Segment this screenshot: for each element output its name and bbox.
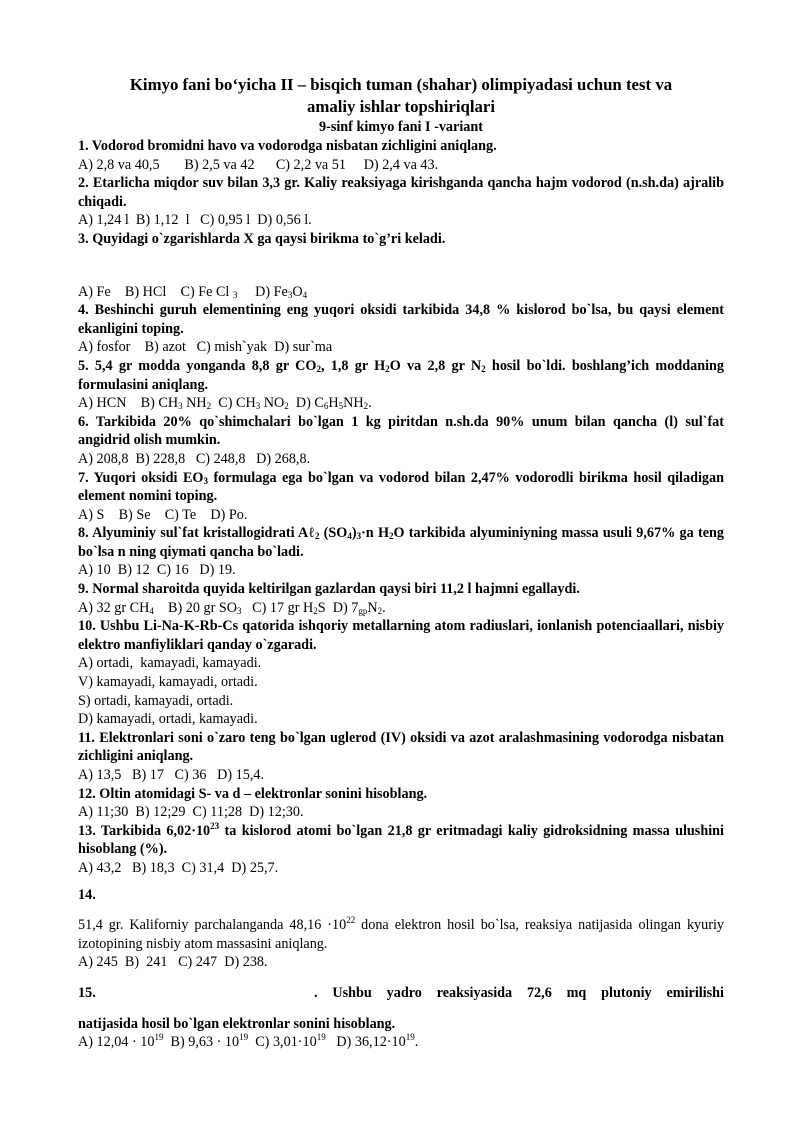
answers-7: A) S B) Se C) Te D) Po. <box>78 506 248 523</box>
question-4: 4. Beshinchi guruh elementining eng yuqori oksidi tarkibida 34,8 % kislorod bo`lsa, bu qaysi element ekanligini toping. <box>78 302 724 337</box>
answers-2: A) 1,24 l B) 1,12 l C) 0,95 l D) 0,56 l. <box>78 212 312 229</box>
document-title: Kimyo fani bo‘yicha II – bisqich tuman (shahar) olimpiyadasi uchun test va <box>129 75 673 94</box>
answers-15: A) $12,04 \cdot 10^{19}$ B) $9,63 \cdot 10^{19}$ C) $3,01\cdot 10^{19}$ D) $36,12\cdot 10^{19}$. <box>78 1032 419 1051</box>
question-8: 8. Alyuminiy sul`fat kristallogidrati Aℓ$_2$ $(SO_4)_3\cdot n$ $H_2O$ tarkibida alyuminiyning massa usuli 9,67% ga teng bo`lsa n ning qiymati qancha bo`ladi. <box>78 525 724 560</box>
question-15: 15. . Ushbu yadro reaksiyasida 72,6 mq plutoniy emirilishi <box>78 984 724 1001</box>
question-15-continuation: natijasida hosil bo`lgan elektronlar sonini hisoblang. <box>78 1015 396 1032</box>
answers-4: A) fosfor B) azot C) mish`yak D) sur`ma <box>78 339 333 356</box>
question-9: 9. Normal sharoitda quyida keltirilgan gazlardan qaysi biri 11,2 l hajmni egallaydi. <box>78 581 580 598</box>
question-11: 11. Elektronlari soni o`zaro teng bo`lgan uglerod (IV) oksidi va azot aralashmasining vodorodga nisbatan zichligini aniqlang. <box>78 729 724 765</box>
question-14-number: 14. <box>78 886 96 903</box>
answers-13: A) 43,2 B) 18,3 C) 31,4 D) 25,7. <box>78 859 279 876</box>
question-3: 3. Quyidagi o`zgarishlarda X ga qaysi birikma to`g’ri keladi. <box>78 230 446 247</box>
question-1: 1. Vodorod bromidni havo va vodorodga nisbatan zichligini aniqlang. <box>78 138 497 154</box>
question-5: 5. 5,4 gr modda yonganda 8,8 gr $CO_2$, 1,8 gr $H_2O$ va 2,8 gr $N_2$ hosil bo`ldi. boshlang’ich moddaning formulasini aniqlang. <box>78 357 725 393</box>
question-13: 13. Tarkibida $6,02\cdot 10^{23}$ ta kislorod atomi bo`lgan 21,8 gr eritmadagi kaliy gidroksidning massa ulushini hisoblang (%). <box>78 820 724 858</box>
answers-6: A) 208,8 B) 228,8 C) 248,8 D) 268,8. <box>78 450 311 467</box>
document-title-line2: amaliy ishlar topshiriqlari <box>306 97 496 116</box>
answers-12: A) 11;30 B) 12;29 C) 11;28 D) 12;30. <box>78 804 304 821</box>
question-12: 12. Oltin atomidagi S- va d – elektronlar sonini hisoblang. <box>78 785 428 802</box>
question-6: 6. Tarkibida 20% qo`shimchalari bo`lgan 1 kg piritdan n.sh.da 90% unum bilan qancha (l) sul`fat angidrid olish mumkin. <box>78 413 724 449</box>
question-7: 7. Yuqori oksidi $EO_3$ formulaga ega bo`lgan va vodorod bilan 2,47% vodorodli birikma hosil qiladigan element nomini toping. <box>78 469 724 505</box>
answers-14: A) 245 B) 241 C) 247 D) 238. <box>78 954 268 971</box>
answers-9: A) 32 gr $CH_4$ B) 20 gr $SO_3$ C) 17 gr $H_2S$ D) $7_{gp}N_2$. <box>78 599 386 616</box>
question-2: 2. Etarlicha miqdor suv bilan 3,3 gr. Kaliy reaksiyaga kirishganda qancha hajm vodorod (n.sh.da) ajralib chiqadi. <box>78 175 724 210</box>
answers-1: A) 2,8 va 40,5 B) 2,5 va 42 C) 2,2 va 51 D) 2,4 va 43. <box>78 156 439 173</box>
answer-10-d: D) kamayadi, ortadi, kamayadi. <box>78 711 258 728</box>
question-14: 51,4 gr. Kaliforniy parchalanganda $48,16 \cdot 10^{22}$ dona elektron hosil bo`lsa, reaksiya natijasida olingan kyuriy izotopining nisbiy atom massasini aniqlang. <box>78 915 725 952</box>
reaction-scheme-placeholder <box>78 249 724 283</box>
answers-3: A) Fe B) HCl C) Fe Cl $_3$ D) $Fe_3O_4$ <box>78 283 308 300</box>
answers-11: A) 13,5 B) 17 C) 36 D) 15,4. <box>78 767 265 783</box>
document-subtitle: 9-sinf kimyo fani I -variant <box>319 119 483 135</box>
answer-10-c: S) ortadi, kamayadi, ortadi. <box>78 692 234 709</box>
answer-10-a: A) ortadi, kamayadi, kamayadi. <box>78 655 262 672</box>
answers-8: A) 10 B) 12 C) 16 D) 19. <box>78 562 236 579</box>
document-page <box>78 74 724 1052</box>
question-10: 10. Ushbu Li-Na-K-Rb-Cs qatorida ishqoriy metallarning atom radiuslari, ionlanish potenciaallari, nisbiy elektro manfiyliklari qanday o`zgaradi. <box>78 618 724 653</box>
answer-10-b: V) kamayadi, kamayadi, ortadi. <box>78 674 258 691</box>
answers-5: A) HCN B) $CH_3$ $NH_2$ C) $CH_3$ $NO_2$ D) $C_6H_5NH_2$. <box>78 395 372 412</box>
